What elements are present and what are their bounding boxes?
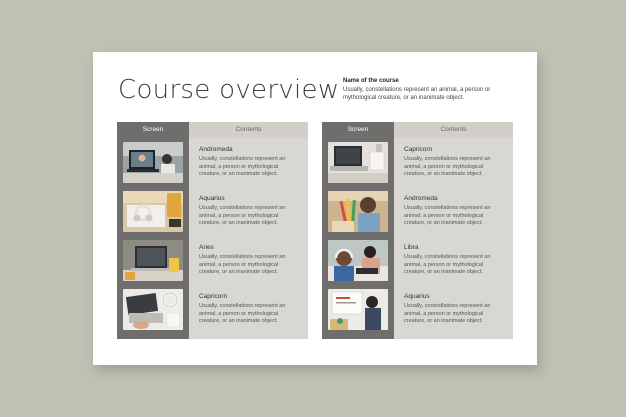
course-intro	[343, 78, 518, 102]
row-description: Usually, constellations represent an animal, a person or mythological creature, or an inanimate object.	[199, 156, 286, 178]
screen-column	[117, 122, 189, 339]
row-title: Capricorn	[199, 293, 228, 300]
contents-column-header: Contents	[394, 122, 513, 138]
course-table-left	[117, 122, 308, 339]
row-title: Andromeda	[404, 195, 438, 202]
girl-with-pencils-photo	[328, 191, 388, 232]
row-description: Usually, constellations represent an animal, a person or mythological creature, or an inanimate object.	[404, 254, 491, 276]
list-item	[404, 146, 504, 179]
list-item	[404, 244, 504, 277]
laptop-desk-photo	[123, 240, 183, 281]
list-item	[199, 293, 299, 326]
screen-column-header: Screen	[142, 126, 164, 133]
boy-headphones-photo	[328, 240, 388, 281]
laptop-workspace-photo	[328, 142, 388, 183]
row-description: Usually, constellations represent an animal, a person or mythological creature, or an inanimate object.	[199, 205, 286, 227]
row-title: Libra	[404, 244, 419, 251]
contents-column	[189, 122, 308, 339]
row-description: Usually, constellations represent an animal, a person or mythological creature, or an inanimate object.	[199, 303, 286, 325]
woman-video-call-photo	[123, 142, 183, 183]
contents-column-header: Contents	[189, 122, 308, 138]
row-title: Andromeda	[199, 146, 233, 153]
row-description: Usually, constellations represent an animal, a person or mythological creature, or an inanimate object.	[404, 205, 491, 227]
course-overview-card	[93, 52, 537, 365]
page-title: Course overview	[118, 75, 340, 105]
course-table-right	[322, 122, 513, 339]
screen-column	[322, 122, 394, 339]
row-title: Capricorn	[404, 146, 433, 153]
typing-laptop-photo	[123, 289, 183, 330]
contents-column	[394, 122, 513, 339]
list-item	[404, 195, 504, 228]
list-item	[199, 146, 299, 179]
list-item	[404, 293, 504, 326]
list-item	[199, 244, 299, 277]
row-description: Usually, constellations represent an animal, a person or mythological creature, or an inanimate object.	[199, 254, 286, 276]
headphones-desk-photo	[123, 191, 183, 232]
row-title: Aquarius	[199, 195, 225, 202]
row-description: Usually, constellations represent an animal, a person or mythological creature, or an inanimate object.	[404, 156, 491, 178]
screen-column-header: Screen	[347, 126, 369, 133]
row-title: Aquarius	[404, 293, 430, 300]
row-description: Usually, constellations represent an animal, a person or mythological creature, or an inanimate object.	[404, 303, 491, 325]
teacher-whiteboard-photo	[328, 289, 388, 330]
list-item	[199, 195, 299, 228]
intro-body: Usually, constellations represent an animal, a person or mythological creature, or an inanimate object.	[343, 87, 491, 101]
intro-heading: Name of the course	[343, 78, 399, 84]
row-title: Aries	[199, 244, 214, 251]
